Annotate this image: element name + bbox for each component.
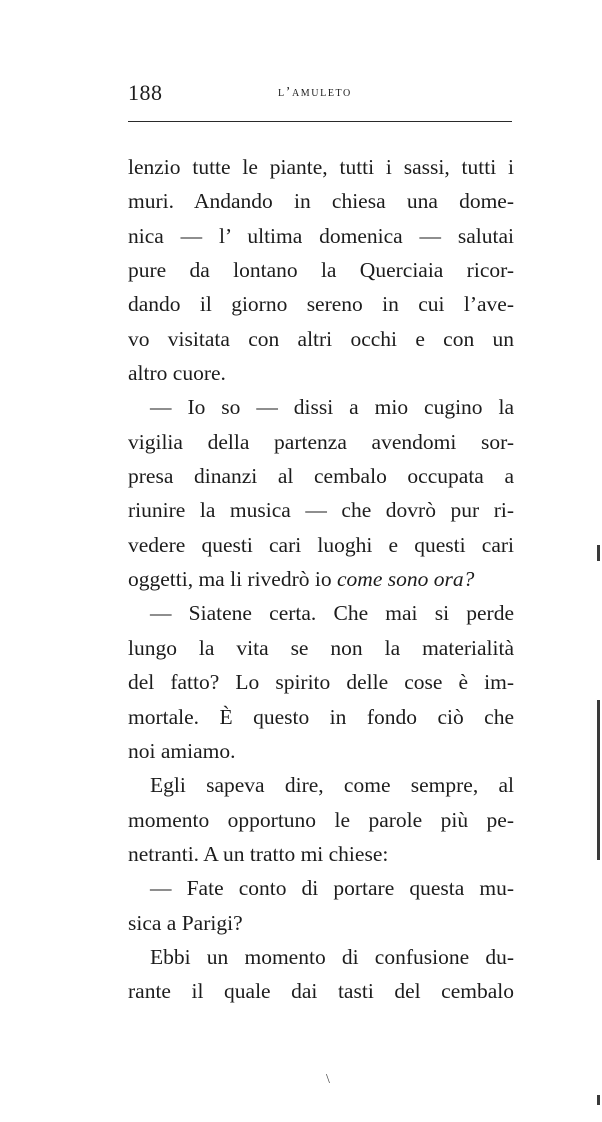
text-line: Egli sapeva dire, come sempre, al — [150, 773, 514, 798]
running-title: l’amuleto — [278, 85, 352, 100]
edge-artifact — [597, 545, 600, 561]
text-line: riunire la musica — che dovrò pur ri- — [128, 498, 514, 523]
running-head — [128, 80, 512, 106]
edge-artifact — [597, 700, 600, 860]
text-line: vo visitata con altri occhi e con un — [128, 326, 514, 351]
text-line: vigilia della partenza avendomi sor- — [128, 429, 514, 454]
text-line: netranti. A un tratto mi chiese: — [128, 841, 389, 866]
text-line: dando il giorno sereno in cui l’ave- — [128, 292, 514, 317]
text-line: pure da lontano la Querciaia ricor- — [128, 258, 514, 283]
text-line: — Io so — dissi a mio cugino la — [150, 395, 514, 420]
header-rule — [128, 121, 512, 122]
text-line: nica — l’ ultima domenica — salutai — [128, 223, 514, 248]
edge-artifact — [597, 1095, 600, 1105]
body-text — [128, 150, 514, 1009]
text-line: — Siatene certa. Che mai si perde — [150, 601, 514, 626]
text-line: presa dinanzi al cembalo occupata a — [128, 464, 514, 489]
text-line: mortale. È questo in fondo ciò che — [128, 704, 514, 729]
text-run: oggetti, ma li rivedrò io — [128, 567, 337, 592]
text-line: momento opportuno le parole più pe- — [128, 807, 514, 832]
text-line: muri. Andando in chiesa una dome- — [128, 189, 514, 214]
text-line: noi amiamo. — [128, 738, 236, 763]
text-line-mixed — [128, 562, 514, 596]
text-line: lungo la vita se non la materialità — [128, 635, 514, 660]
italic-text-run: come sono ora? — [337, 567, 475, 592]
text-line: sica a Parigi? — [128, 910, 243, 935]
text-line: lenzio tutte le piante, tutti i sassi, tutti i — [128, 155, 514, 179]
text-line: rante il quale dai tasti del cembalo — [128, 979, 514, 1004]
stray-mark: \ — [326, 1072, 330, 1087]
page-number: 188 — [128, 80, 163, 105]
text-line: Ebbi un momento di confusione du- — [150, 944, 514, 969]
text-line: altro cuore. — [128, 361, 226, 386]
text-line: — Fate conto di portare questa mu- — [150, 876, 514, 901]
text-line: vedere questi cari luoghi e questi cari — [128, 532, 514, 557]
text-line: del fatto? Lo spirito delle cose è im- — [128, 670, 514, 695]
